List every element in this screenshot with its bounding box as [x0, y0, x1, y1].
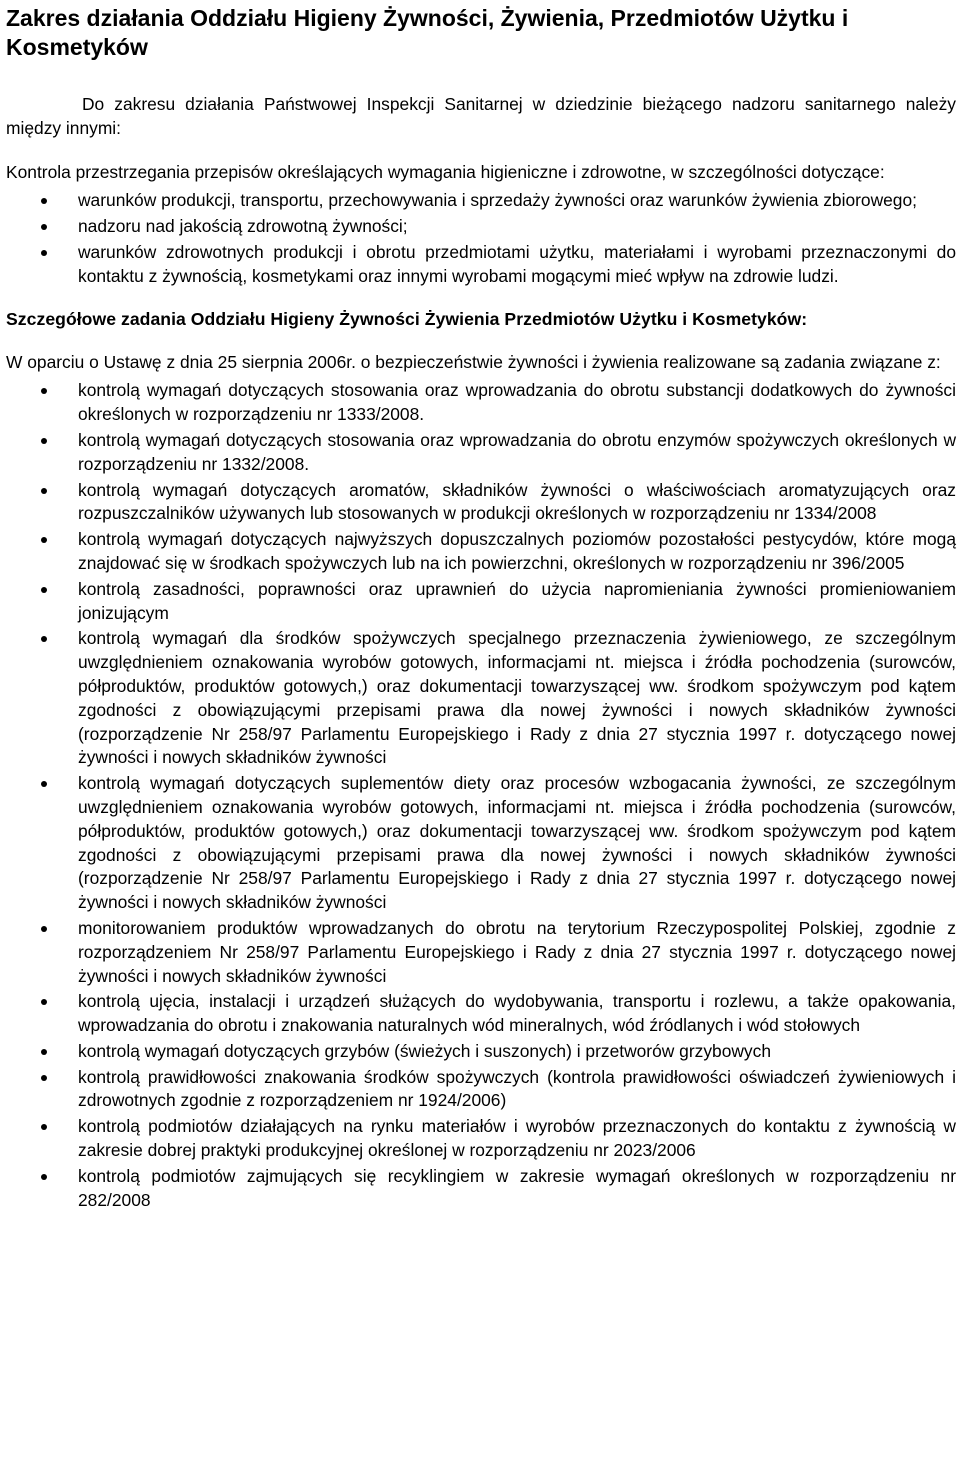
list-item: kontrolą wymagań dla środków spożywczych specjalnego przeznaczenia żywieniowego, ze szczególnym uwzględnieniem oznakowania wyrobów gotowych, informacjami nt. miejsca i źródła pochodzenia (surowców, półproduktów, produktów gotowych,) oraz dokumentacji towarzyszącej ww. środkom spożywczym pod kątem zgodności z obowiązującymi przepisami prawa dla nowej żywności i nowych składników żywności (rozporządzenie Nr 258/97 Parlamentu Europejskiego i Rady z dnia 27 stycznia 1997 r. dotyczącego nowej żywności i nowych składników żywności [6, 627, 956, 770]
document-page [6, 4, 956, 1214]
oparciu-paragraph: W oparciu o Ustawę z dnia 25 sierpnia 2006r. o bezpieczeństwie żywności i żywienia realizowane są zadania związane z: [6, 351, 941, 372]
list-item: kontrolą wymagań dotyczących suplementów diety oraz procesów wzbogacania żywności, ze szczególnym uwzględnieniem oznakowania wyrobów gotowych, informacjami nt. miejsca i źródła pochodzenia (surowców, półproduktów, produktów gotowych,) oraz dokumentacji towarzyszącej ww. środkom spożywczym pod kątem zgodności z obowiązującymi przepisami prawa dla nowej żywności i nowych składników żywności (rozporządzenie Nr 258/97 Parlamentu Europejskiego i Rady z dnia 27 stycznia 1997 r. dotyczącego nowej żywności i nowych składników żywności [6, 772, 956, 915]
bullet-icon [41, 999, 47, 1005]
list-item: kontrolą wymagań dotyczących stosowania oraz wprowadzania do obrotu substancji dodatkowych do żywności określonych w rozporządzeniu nr 1333/2008. [6, 379, 956, 427]
list-item: kontrolą wymagań dotyczących grzybów (świeżych i suszonych) i przetworów grzybowych [6, 1040, 956, 1064]
bullet-icon [41, 926, 47, 932]
bullet-icon [41, 1075, 47, 1081]
list-item: nadzoru nad jakością zdrowotną żywności; [6, 215, 956, 239]
page-title: Zakres działania Oddziału Higieny Żywności, Żywienia, Przedmiotów Użytku i Kosmetyków [6, 5, 849, 60]
kontrola-paragraph: Kontrola przestrzegania przepisów określających wymagania higieniczne i zdrowotne, w szczególności dotyczące: [6, 161, 885, 182]
bullet-icon [41, 1124, 47, 1130]
list-item: kontrolą zasadności, poprawności oraz uprawnień do użycia napromieniania żywności promieniowaniem jonizującym [6, 578, 956, 626]
intro-paragraph: Do zakresu działania Państwowej Inspekcji Sanitarnej w dziedzinie bieżącego nadzoru sanitarnego należy między innymi: [6, 94, 956, 138]
bullet-icon [41, 537, 47, 543]
bullet-icon [41, 250, 47, 256]
list-item: warunków zdrowotnych produkcji i obrotu przedmiotami użytku, materiałami i wyrobami przeznaczonymi do kontaktu z żywnością, kosmetykami oraz innymi wyrobami mogącymi mieć wpływ na zdrowie ludzi. [6, 241, 956, 289]
bullet-icon [41, 1049, 47, 1055]
list-item: kontrolą prawidłowości znakowania środków spożywczych (kontrola prawidłowości oświadczeń żywieniowych i zdrowotnych zgodnie z rozporządzeniem nr 1924/2006) [6, 1066, 956, 1114]
list-item: monitorowaniem produktów wprowadzanych do obrotu na terytorium Rzeczypospolitej Polskiej, zgodnie z rozporządzeniem Nr 258/97 Parlamentu Europejskiego i Rady z dnia 27 stycznia 1997 r. dotyczącego nowej żywności i nowych składników żywności [6, 917, 956, 988]
bullet-icon [41, 636, 47, 642]
bullet-icon [41, 438, 47, 444]
list-item: kontrolą wymagań dotyczących aromatów, składników żywności o właściwościach aromatyzujących oraz rozpuszczalników używanych lub stosowanych w produkcji określonych w rozporządzeniu nr 1334/2008 [6, 479, 956, 527]
bullet-icon [41, 388, 47, 394]
list-item: warunków produkcji, transportu, przechowywania i sprzedaży żywności oraz warunków żywienia zbiorowego; [6, 189, 956, 213]
section-heading: Szczegółowe zadania Oddziału Higieny Żywności Żywienia Przedmiotów Użytku i Kosmetyków: [6, 308, 808, 329]
list-item: kontrolą wymagań dotyczących najwyższych dopuszczalnych poziomów pozostałości pestycydów, które mogą znajdować się w środkach spożywczych lub na ich powierzchni, określonych w rozporządzeniu nr 396/2005 [6, 528, 956, 576]
list-item: kontrolą wymagań dotyczących stosowania oraz wprowadzania do obrotu enzymów spożywczych określonych w rozporządzeniu nr 1332/2008. [6, 429, 956, 477]
bullet-icon [41, 224, 47, 230]
list-item: kontrolą ujęcia, instalacji i urządzeń służących do wydobywania, transportu i rozlewu, a także opakowania, wprowadzania do obrotu i znakowania naturalnych wód mineralnych, wód źródlanych i wód stołowych [6, 990, 956, 1038]
bullet-icon [41, 198, 47, 204]
list-item: kontrolą podmiotów zajmujących się recyklingiem w zakresie wymagań określonych w rozporządzeniu nr 282/2008 [6, 1165, 956, 1213]
scope-list [6, 189, 956, 288]
bullet-icon [41, 488, 47, 494]
tasks-list [6, 379, 956, 1212]
bullet-icon [41, 587, 47, 593]
list-item: kontrolą podmiotów działających na rynku materiałów i wyrobów przeznaczonych do kontaktu z żywnością w zakresie dobrej praktyki produkcyjnej określonej w rozporządzeniu nr 2023/2006 [6, 1115, 956, 1163]
bullet-icon [41, 781, 47, 787]
bullet-icon [41, 1174, 47, 1180]
